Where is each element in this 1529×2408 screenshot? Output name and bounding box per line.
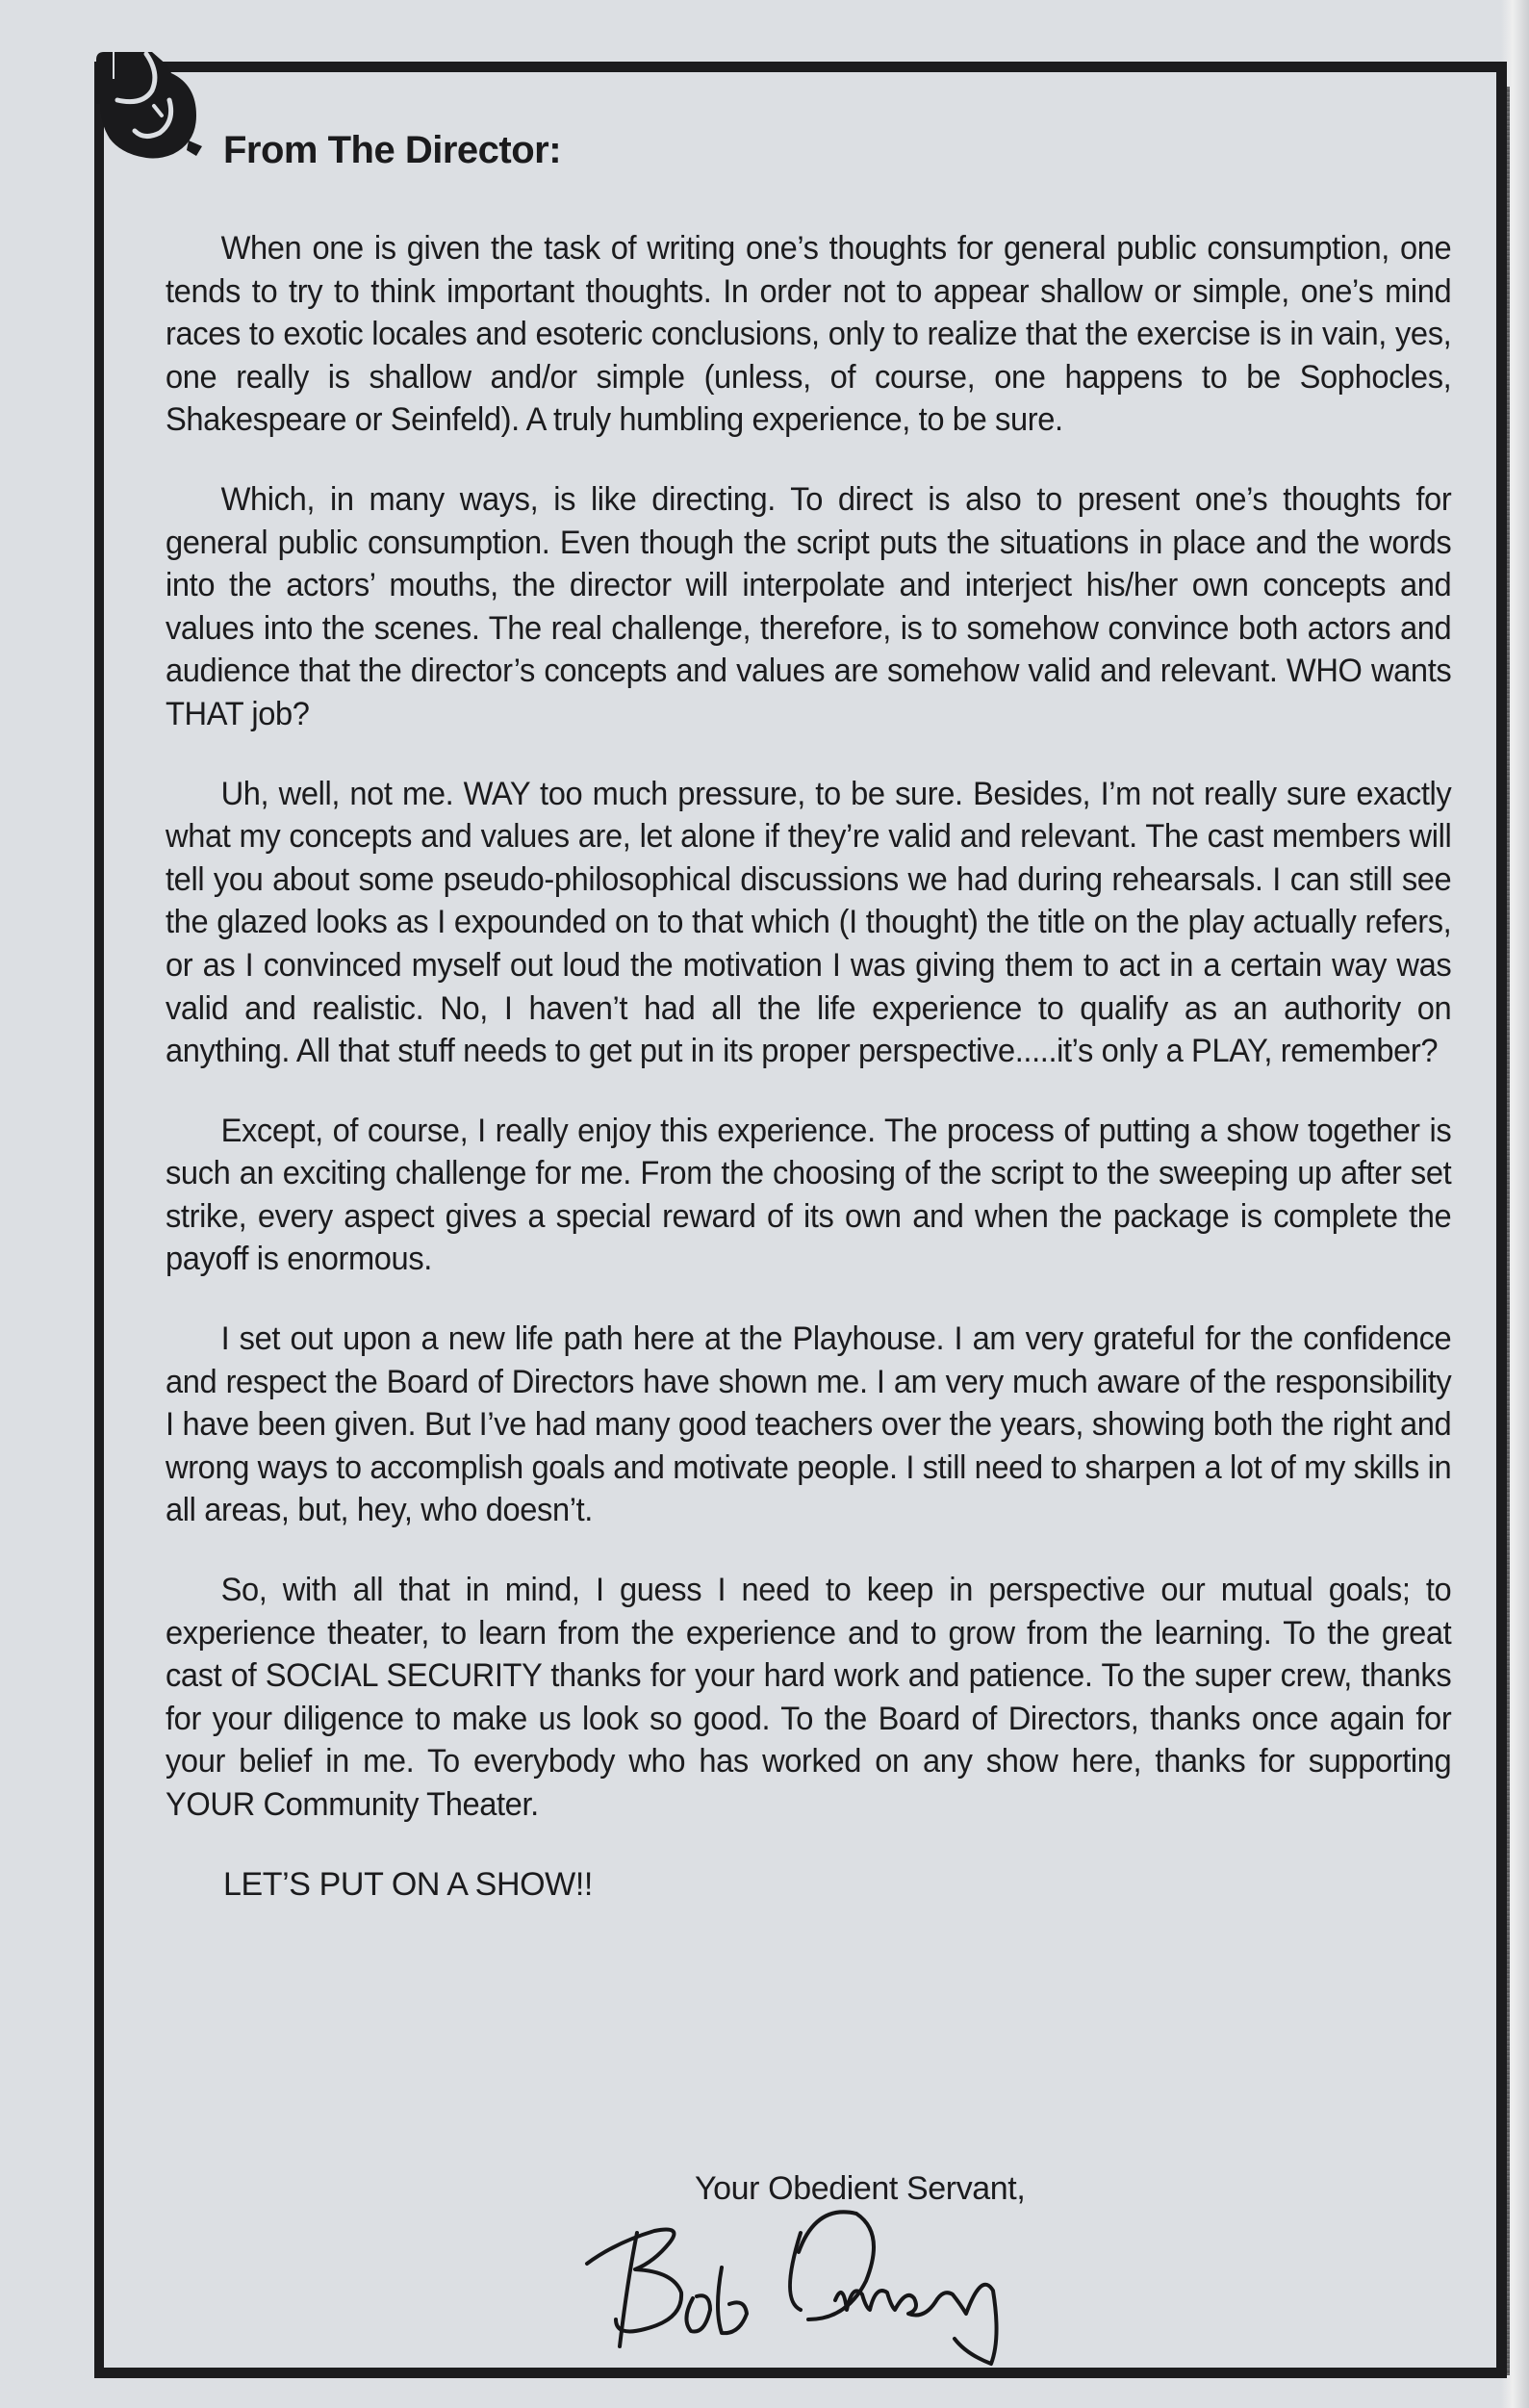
closing-line: LET’S PUT ON A SHOW!! bbox=[223, 1865, 593, 1903]
page-title: From The Director: bbox=[223, 129, 562, 171]
paragraph-4: Except, of course, I really enjoy this experience. The process of putting a show together is such an exciting challenge for me. From the choosing of the script to the sweeping up after set strike, every aspect gives a special reward of its own and when the package is complete the payoff is enormous. bbox=[166, 1112, 1452, 1278]
letter-body bbox=[166, 227, 1451, 1906]
signature-bob-dimsey bbox=[577, 2175, 1116, 2368]
paragraph-2: Which, in many ways, is like directing. To direct is also to present one’s thoughts for general public consumption. Even though the script puts the situations in place and the words into the actors’ mouths, the director will interpolate and interject his/her own concepts and values into the scenes. The real challenge, therefore, is to somehow convince both actors and audience that the director’s concepts and values are somehow valid and relevant. WHO wants THAT job? bbox=[166, 480, 1452, 732]
paragraph-5: I set out upon a new life path here at the Playhouse. I am very grateful for the confidence and respect the Board of Directors have shown me. I am very much aware of the responsibility I have been given. But I’ve had many good teachers over the years, showing both the right and wrong ways to accomplish goals and motivate people. I still need to sharpen a lot of my skills in all areas, but, hey, who doesn’t. bbox=[166, 1320, 1452, 1529]
signoff-text: Your Obedient Servant, bbox=[695, 2170, 1026, 2207]
paragraph-6: So, with all that in mind, I guess I need to keep in perspective our mutual goals; to experience theater, to learn from the experience and to grow from the learning. To the great cast of SOCIAL SECURITY thanks for your hard work and patience. To the super crew, thanks for your diligence to make us look so good. To the Board of Directors, thanks once again for your belief in me. To everybody who has worked on any show here, thanks for supporting YOUR Community Theater. bbox=[166, 1572, 1452, 1823]
spotlight-icon bbox=[92, 46, 210, 162]
paragraph-1: When one is given the task of writing one’s thoughts for general public consumption, one tends to try to think important thoughts. In order not to appear shallow or simple, one’s mind races to exotic locales and esoteric conclusions, only to realize that the exercise is in vain, yes, one really is shallow and/or simple (unless, of course, one happens to be Sophocles, Shakespeare or Seinfeld). A truly humbling experience, to be sure. bbox=[166, 230, 1452, 439]
paragraph-3: Uh, well, not me. WAY too much pressure, to be sure. Besides, I’m not really sure exactly what my concepts and values are, let alone if they’re valid and relevant. The cast members will tell you about some pseudo-philosophical discussions we had during rehearsals. I can still see the glazed looks as I expounded on to that which (I thought) the title on the play actually refers, or as I convinced myself out loud the motivation I was giving them to act in a certain way was valid and realistic. No, I haven’t had all the life experience to qualify as an authority on anything. All that stuff needs to get put in its proper perspective.....it’s only a PLAY, remember? bbox=[166, 775, 1452, 1070]
